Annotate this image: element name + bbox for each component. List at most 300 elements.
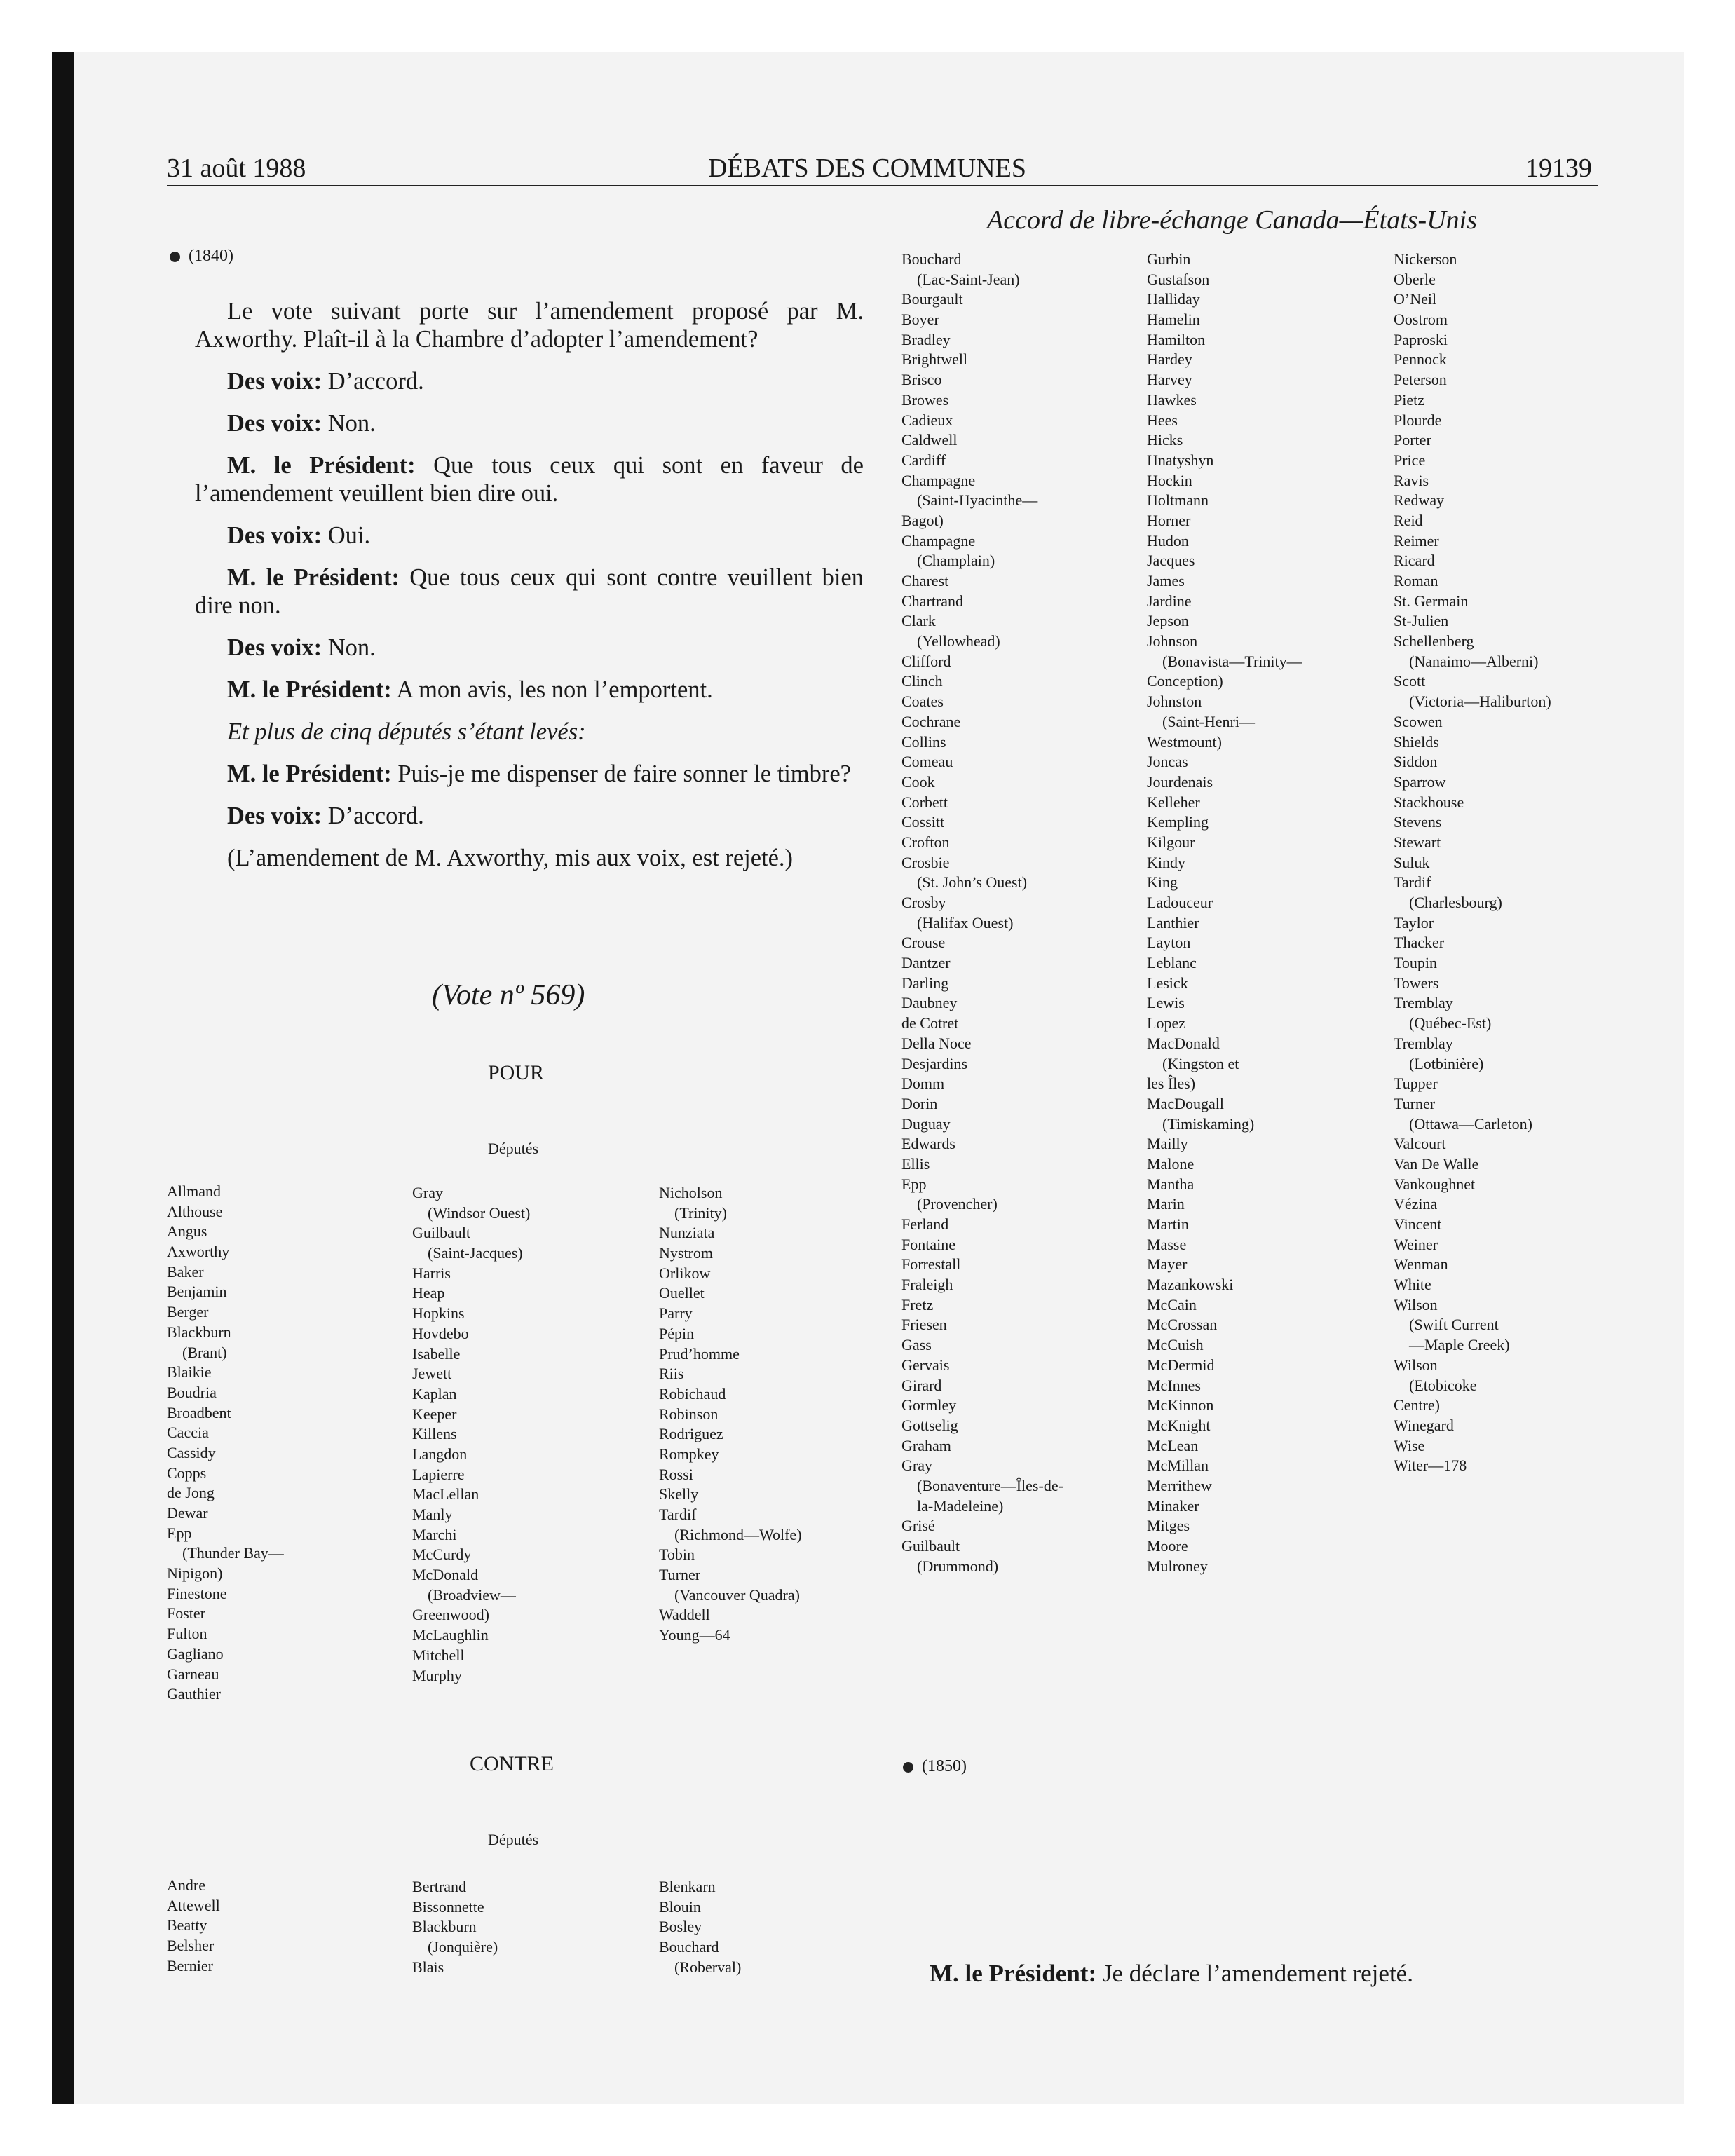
member-name: Van De Walle <box>1394 1154 1479 1173</box>
member-name: Reid <box>1394 511 1423 529</box>
member-name: Kindy <box>1147 853 1185 871</box>
member-name: Blackburn <box>412 1918 477 1936</box>
member-name: Shields <box>1394 732 1439 751</box>
speech: Et plus de cinq députés s’étant levés: <box>227 718 586 745</box>
member-name: Wenman <box>1394 1255 1448 1274</box>
member-name: Dewar <box>167 1504 208 1522</box>
header-title: DÉBATS DES COMMUNES <box>708 153 1026 183</box>
member-name: Heap <box>412 1284 445 1302</box>
member-name: Nicholson <box>659 1184 723 1201</box>
member-name: Kempling <box>1147 813 1209 831</box>
member-name: (Champlain) <box>917 552 995 570</box>
member-name: Plourde <box>1394 411 1442 429</box>
paragraph <box>195 409 864 437</box>
member-name: Guilbault <box>901 1537 960 1555</box>
member-name: Vincent <box>1394 1215 1442 1233</box>
member-name: Hnatyshyn <box>1147 451 1214 469</box>
member-name: Boyer <box>901 311 939 329</box>
member-name: Manly <box>412 1506 453 1523</box>
member-name: Suluk <box>1394 853 1430 871</box>
member-name: Roman <box>1394 572 1438 589</box>
member-name: Hamelin <box>1147 311 1200 329</box>
speaker: M. le Président: <box>930 1960 1097 1987</box>
member-name: Lewis <box>1147 994 1185 1012</box>
member-name: Hamilton <box>1147 330 1206 348</box>
member-name: Marchi <box>412 1525 457 1543</box>
member-name: (Richmond—Wolfe) <box>674 1525 802 1543</box>
member-name: Finestone <box>167 1584 227 1602</box>
member-name: Hawkes <box>1147 390 1197 409</box>
paragraph <box>195 564 864 620</box>
member-name: Siddon <box>1394 753 1438 771</box>
member-name: Forrestall <box>901 1255 961 1274</box>
member-name: Johnson <box>1147 632 1198 650</box>
member-name: Garneau <box>167 1665 219 1683</box>
member-name: Benjamin <box>167 1283 227 1301</box>
member-name: Darling <box>901 974 949 992</box>
member-name: McKinnon <box>1147 1396 1214 1414</box>
member-name: Guilbault <box>412 1224 471 1242</box>
speech: Oui. <box>322 522 371 549</box>
member-name: Scott <box>1394 672 1426 690</box>
member-name: Attewell <box>167 1896 220 1914</box>
member-name: Cochrane <box>901 712 961 730</box>
member-name: Epp <box>901 1175 927 1193</box>
member-name: (Yellowhead) <box>917 632 1000 650</box>
member-name: Mazankowski <box>1147 1276 1234 1294</box>
bullet-icon <box>170 252 180 262</box>
member-name: McCuish <box>1147 1336 1204 1354</box>
paragraph <box>195 844 864 872</box>
member-name: Winegard <box>1394 1416 1454 1434</box>
member-name: St-Julien <box>1394 612 1449 630</box>
member-name: Beatty <box>167 1916 207 1935</box>
member-name: Stevens <box>1394 813 1442 831</box>
member-name: Bourgault <box>901 290 963 308</box>
member-name: Redway <box>1394 491 1445 510</box>
member-name: Halliday <box>1147 290 1200 308</box>
member-name: Tardif <box>659 1506 697 1523</box>
member-name: Bosley <box>659 1918 702 1936</box>
header-page-number: 19139 <box>1525 153 1592 183</box>
member-name: (Brant) <box>182 1343 227 1361</box>
member-name: Crofton <box>901 833 950 851</box>
member-name: Toupin <box>1394 954 1438 972</box>
member-name: Killens <box>412 1425 457 1443</box>
member-name: Blais <box>412 1958 444 1976</box>
member-name: Vézina <box>1394 1195 1438 1213</box>
member-name: White <box>1394 1276 1431 1294</box>
member-name: Gray <box>901 1456 932 1475</box>
member-name: Brisco <box>901 371 942 389</box>
member-name: Waddell <box>659 1606 710 1624</box>
member-name: (Roberval) <box>674 1958 742 1976</box>
member-name: Scowen <box>1394 712 1443 730</box>
member-name: Champagne <box>901 531 976 550</box>
member-name: Gervais <box>901 1356 950 1374</box>
member-name: Gurbin <box>1147 250 1191 268</box>
member-name: Parry <box>659 1304 693 1323</box>
header-date: 31 août 1988 <box>167 153 306 183</box>
member-name: Oberle <box>1394 270 1436 288</box>
member-name: Crouse <box>901 934 946 952</box>
member-name: Blenkarn <box>659 1878 716 1895</box>
member-name: Hardey <box>1147 350 1192 369</box>
member-name: Wilson <box>1394 1356 1438 1374</box>
member-name: Clifford <box>901 652 951 670</box>
member-name: (Broadview— <box>428 1585 516 1604</box>
member-name: Kaplan <box>412 1384 457 1403</box>
member-name: McCurdy <box>412 1546 472 1564</box>
member-name: Friesen <box>901 1316 947 1334</box>
member-name: Foster <box>167 1604 205 1623</box>
paragraph <box>195 634 864 662</box>
member-name: MacDonald <box>1147 1034 1220 1052</box>
member-name: (Charlesbourg) <box>1409 894 1502 911</box>
member-name: Gass <box>901 1336 932 1354</box>
member-name: Lapierre <box>412 1465 465 1483</box>
member-name: Prud’homme <box>659 1344 740 1363</box>
paragraph <box>195 297 864 353</box>
member-name: (Saint-Hyacinthe— <box>917 491 1038 510</box>
member-name: Turner <box>1394 1094 1436 1112</box>
member-name: (Jonquière) <box>428 1938 498 1956</box>
member-name: Harvey <box>1147 371 1192 389</box>
member-name: Pépin <box>659 1324 695 1342</box>
member-name: Fraleigh <box>901 1276 953 1294</box>
member-name: Johnston <box>1147 692 1202 711</box>
member-name: Desjardins <box>901 1054 968 1072</box>
member-name: Wise <box>1394 1436 1425 1454</box>
member-name: McCain <box>1147 1295 1197 1314</box>
member-name: Graham <box>901 1436 951 1454</box>
speech: Que tous ceux qui sont contre veuillent bien dire non. <box>195 564 864 619</box>
member-name: Gagliano <box>167 1644 224 1663</box>
member-name: Nunziata <box>659 1224 715 1242</box>
member-name: (Halifax Ouest) <box>917 913 1014 932</box>
member-name: Sparrow <box>1394 772 1446 791</box>
member-name: Ricard <box>1394 552 1435 570</box>
member-name: Greenwood) <box>412 1606 489 1624</box>
speaker: Des voix: <box>227 368 322 395</box>
member-name: Edwards <box>901 1135 955 1153</box>
member-name: Leblanc <box>1147 954 1197 972</box>
member-name: (Lac-Saint-Jean) <box>917 270 1020 288</box>
member-name: Gauthier <box>167 1685 221 1703</box>
speech: Le vote suivant porte sur l’amendement proposé par M. Axworthy. Plaît-il à la Chambre d’adopter l’amendement? <box>195 298 864 353</box>
speaker: Des voix: <box>227 410 322 437</box>
member-name: Lopez <box>1147 1014 1185 1032</box>
member-name: Chartrand <box>901 592 963 610</box>
speech: (L’amendement de M. Axworthy, mis aux voix, est rejeté.) <box>227 845 794 871</box>
member-name: Towers <box>1394 974 1439 992</box>
member-name: Masse <box>1147 1235 1187 1253</box>
member-name: Young—64 <box>659 1626 730 1644</box>
time-marker-top-text: (1840) <box>189 247 233 265</box>
speaker: Des voix: <box>227 803 322 829</box>
member-name: Bouchard <box>659 1938 719 1956</box>
member-name: Wilson <box>1394 1295 1438 1314</box>
member-name: McMillan <box>1147 1456 1209 1475</box>
member-name: St. Germain <box>1394 592 1469 610</box>
member-name: —Maple Creek) <box>1409 1336 1510 1354</box>
section-subtitle: Accord de libre-échange Canada—États-Unis <box>987 205 1477 235</box>
member-name: Cardiff <box>901 451 946 469</box>
speech: Non. <box>322 634 376 661</box>
member-name: (Windsor Ouest) <box>428 1203 531 1222</box>
member-name: (Québec-Est) <box>1409 1014 1492 1032</box>
member-name: Ellis <box>901 1154 930 1173</box>
member-name: Rossi <box>659 1465 693 1483</box>
paragraph <box>195 802 864 830</box>
member-name: (Ottawa—Carleton) <box>1409 1114 1532 1133</box>
member-name: Thacker <box>1394 934 1445 952</box>
member-name: Tremblay <box>1394 994 1453 1012</box>
member-name: Domm <box>901 1074 945 1093</box>
speaker: M. le Président: <box>227 676 392 703</box>
member-name: Hees <box>1147 411 1178 429</box>
member-name: Belsher <box>167 1937 215 1955</box>
member-name: Blackburn <box>167 1323 231 1341</box>
member-name: Charest <box>901 572 949 589</box>
member-name: Dantzer <box>901 954 951 972</box>
member-name: Robinson <box>659 1405 719 1423</box>
member-name: Holtmann <box>1147 491 1209 510</box>
member-name: McKnight <box>1147 1416 1211 1434</box>
member-name: Bouchard <box>901 250 962 268</box>
member-name: Epp <box>167 1524 192 1542</box>
member-name: Clinch <box>901 672 943 690</box>
member-name: Grisé <box>901 1517 935 1535</box>
member-name: MacLellan <box>412 1485 479 1503</box>
member-name: Bernier <box>167 1956 213 1974</box>
pour-heading: POUR <box>488 1061 545 1084</box>
speech: Puis-je me dispenser de faire sonner le timbre? <box>391 760 851 787</box>
member-name: Jacques <box>1147 552 1195 570</box>
member-name: Orlikow <box>659 1264 711 1282</box>
member-name: Clark <box>901 612 936 630</box>
member-name: Merrithew <box>1147 1476 1212 1494</box>
paragraph <box>195 451 864 507</box>
member-name: Berger <box>167 1303 209 1321</box>
member-name: Isabelle <box>412 1344 461 1363</box>
member-name: Gray <box>412 1184 443 1201</box>
member-name: Ouellet <box>659 1284 705 1302</box>
member-name: Fulton <box>167 1625 207 1643</box>
member-name: Coates <box>901 692 944 711</box>
member-name: Cassidy <box>167 1443 216 1461</box>
member-name: Allmand <box>167 1182 221 1200</box>
contre-deputes-label: Députés <box>488 1831 539 1848</box>
final-statement <box>930 1960 1413 1988</box>
header-rule <box>167 185 1598 186</box>
pour-deputes-label: Députés <box>488 1140 539 1157</box>
member-name: (Lotbinière) <box>1409 1054 1484 1072</box>
member-name: Gormley <box>901 1396 957 1414</box>
member-name: Della Noce <box>901 1034 972 1052</box>
member-name: Mayer <box>1147 1255 1188 1274</box>
pour-column-1 <box>167 1182 284 1705</box>
member-name: O’Neil <box>1394 290 1437 308</box>
member-name: Nickerson <box>1394 250 1457 268</box>
member-name: Caccia <box>167 1424 209 1442</box>
member-name: Comeau <box>901 753 953 771</box>
member-name: Champagne <box>901 471 976 489</box>
speaker: M. le Président: <box>227 564 400 591</box>
member-name: Pennock <box>1394 350 1447 369</box>
member-name: Stackhouse <box>1394 793 1464 811</box>
member-name: Caldwell <box>901 431 958 449</box>
member-name: Witer—178 <box>1394 1456 1467 1475</box>
member-name: Minaker <box>1147 1496 1199 1515</box>
member-name: Valcourt <box>1394 1135 1446 1153</box>
member-name: Moore <box>1147 1537 1188 1555</box>
member-name: Copps <box>167 1464 207 1482</box>
member-name: Andre <box>167 1876 205 1894</box>
member-name: Westmount) <box>1147 732 1222 751</box>
member-name: (Thunder Bay— <box>182 1544 284 1562</box>
member-name: Corbett <box>901 793 948 811</box>
member-name: Ferland <box>901 1215 949 1233</box>
member-name: Schellenberg <box>1394 632 1474 650</box>
member-name: Langdon <box>412 1445 468 1463</box>
member-name: Brightwell <box>901 350 968 369</box>
member-name: Turner <box>659 1566 701 1584</box>
member-name: Mitchell <box>412 1646 465 1664</box>
member-name: Cossitt <box>901 813 945 831</box>
member-name: Crosbie <box>901 853 950 871</box>
member-name: Keeper <box>412 1405 457 1423</box>
member-name: Jardine <box>1147 592 1192 610</box>
member-name: Gottselig <box>901 1416 958 1434</box>
member-name: Baker <box>167 1262 204 1281</box>
scan-spine-edge <box>52 52 74 2104</box>
member-name: (Kingston et <box>1162 1054 1239 1072</box>
member-name: Gustafson <box>1147 270 1210 288</box>
member-name: Centre) <box>1394 1396 1440 1414</box>
contre-column-2 <box>412 1877 498 1977</box>
member-name: Lesick <box>1147 974 1188 992</box>
member-name: Horner <box>1147 511 1191 529</box>
member-name: Bradley <box>901 330 951 348</box>
paragraph <box>195 676 864 704</box>
member-name: McInnes <box>1147 1376 1201 1394</box>
member-name: James <box>1147 572 1185 589</box>
member-name: Robichaud <box>659 1384 726 1403</box>
member-name: McLaughlin <box>412 1626 489 1644</box>
member-name: Duguay <box>901 1114 951 1133</box>
member-name: Stewart <box>1394 833 1441 851</box>
member-name: Oostrom <box>1394 311 1448 329</box>
member-name: Rompkey <box>659 1445 719 1463</box>
member-name: Tupper <box>1394 1074 1438 1093</box>
speech: Je déclare l’amendement rejeté. <box>1096 1960 1413 1987</box>
member-name: Bissonnette <box>412 1897 484 1916</box>
member-name: McLean <box>1147 1436 1199 1454</box>
member-name: Nipigon) <box>167 1564 223 1583</box>
member-name: (Nanaimo—Alberni) <box>1409 652 1539 670</box>
member-name: Layton <box>1147 934 1191 952</box>
member-name: McCrossan <box>1147 1316 1218 1334</box>
speaker: Des voix: <box>227 522 322 549</box>
member-name: Hockin <box>1147 471 1192 489</box>
member-name: (Drummond) <box>917 1557 999 1575</box>
member-name: Marin <box>1147 1195 1185 1213</box>
time-marker-bottom <box>903 1757 967 1776</box>
contre-continued-column-2 <box>1147 250 1302 1576</box>
member-name: Hovdebo <box>412 1324 469 1342</box>
member-name: Peterson <box>1394 371 1447 389</box>
member-name: Tremblay <box>1394 1034 1453 1052</box>
member-name: Murphy <box>412 1666 462 1684</box>
pour-column-3 <box>659 1183 802 1646</box>
member-name: McDonald <box>412 1566 479 1584</box>
member-name: Bertrand <box>412 1878 466 1895</box>
member-name: Blaikie <box>167 1363 212 1381</box>
member-name: Paproski <box>1394 330 1448 348</box>
member-name: Jepson <box>1147 612 1189 630</box>
member-name: (Bonaventure—Îles-de- <box>917 1476 1063 1494</box>
member-name: (St. John’s Ouest) <box>917 873 1028 892</box>
member-name: (Victoria—Haliburton) <box>1409 692 1551 711</box>
member-name: Tobin <box>659 1546 695 1564</box>
member-name: Daubney <box>901 994 958 1012</box>
member-name: Broadbent <box>167 1403 231 1421</box>
time-marker-top <box>170 247 233 266</box>
member-name: Crosby <box>901 894 946 911</box>
member-name: (Saint-Henri— <box>1162 712 1255 730</box>
time-marker-bottom-text: (1850) <box>922 1757 967 1775</box>
member-name: la-Madeleine) <box>917 1496 1004 1515</box>
speech: D’accord. <box>322 803 424 829</box>
contre-continued-column-1 <box>901 250 1063 1576</box>
member-name: Girard <box>901 1376 942 1394</box>
member-name: Cook <box>901 772 935 791</box>
paragraph <box>195 521 864 550</box>
member-name: (Trinity) <box>674 1203 727 1222</box>
member-name: Fontaine <box>901 1235 955 1253</box>
member-name: Conception) <box>1147 672 1223 690</box>
member-name: (Saint-Jacques) <box>428 1244 523 1262</box>
member-name: Angus <box>167 1222 207 1241</box>
bullet-icon <box>903 1762 913 1773</box>
member-name: de Jong <box>167 1484 215 1502</box>
member-name: (Bonavista—Trinity— <box>1162 652 1302 670</box>
speaker: Des voix: <box>227 634 322 661</box>
member-name: Malone <box>1147 1154 1195 1173</box>
member-name: Ravis <box>1394 471 1429 489</box>
member-name: McDermid <box>1147 1356 1215 1374</box>
member-name: Browes <box>901 390 949 409</box>
member-name: Collins <box>901 732 946 751</box>
speech: Non. <box>322 410 376 437</box>
member-name: Fretz <box>901 1295 934 1314</box>
member-name: (Etobicoke <box>1409 1376 1477 1394</box>
contre-heading: CONTRE <box>470 1752 554 1775</box>
vote-title: (Vote nº 569) <box>432 979 585 1011</box>
paragraph <box>195 367 864 395</box>
member-name: (Provencher) <box>917 1195 998 1213</box>
member-name: Axworthy <box>167 1243 230 1261</box>
speech: A mon avis, les non l’emportent. <box>391 676 713 703</box>
member-name: Hopkins <box>412 1304 465 1323</box>
member-name: Vankoughnet <box>1394 1175 1476 1193</box>
member-name: de Cotret <box>901 1014 959 1032</box>
member-name: Cadieux <box>901 411 953 429</box>
member-name: Hicks <box>1147 431 1183 449</box>
member-name: Lanthier <box>1147 913 1199 932</box>
member-name: (Vancouver Quadra) <box>674 1585 800 1604</box>
